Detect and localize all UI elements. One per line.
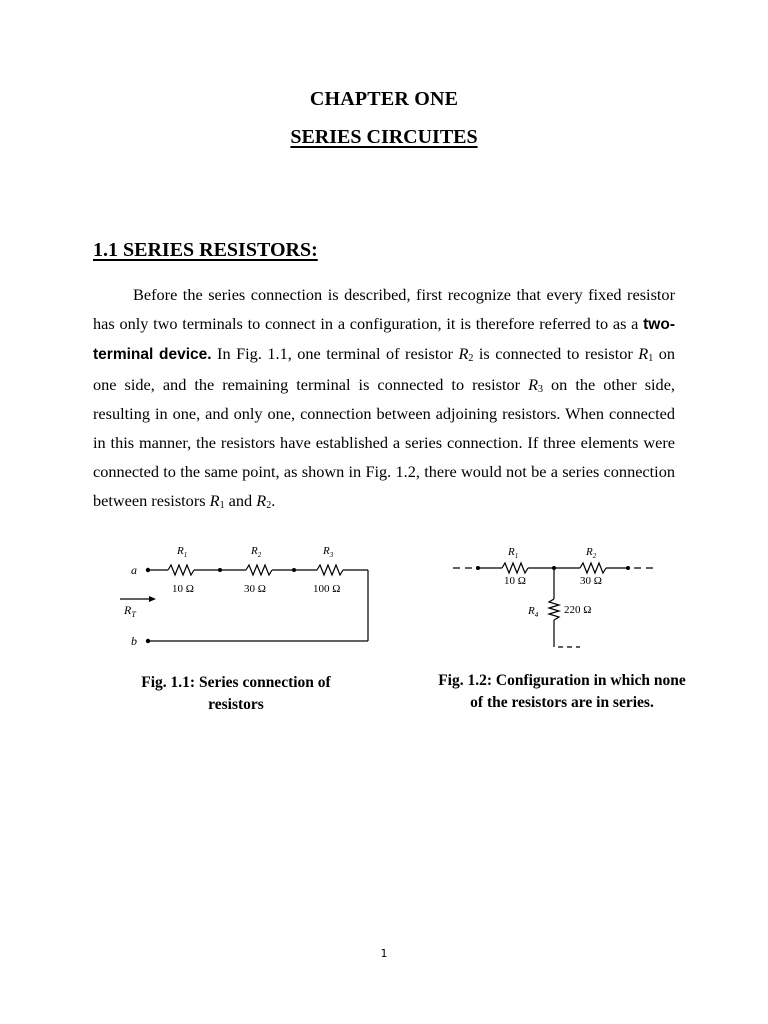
resistor-r1 xyxy=(168,565,194,575)
r1-value: 10 Ω xyxy=(172,583,194,595)
r1-label: $R_1$ xyxy=(508,546,519,560)
body-paragraph: Before the series connection is described, first recognize that every fixed resistor has only two terminals to connect in a configuration, it is therefore referred to as a two-terminal device. In Fig. 1.1, one terminal of resistor $R_2$ is connected to resistor $R_1$ on one side, and the remaining terminal is connected to resistor $R_3$ on the other side, resulting in one, and only one, connection between adjoining resistors. When connected in this manner, the resistors have established a series connection. If three elements were connected to the same point, as shown in Fig. 1.2, there would not be a series connection between resistors $R_1$ and $R_2$. xyxy=(93,285,675,512)
r2-value: 30 Ω xyxy=(244,583,266,595)
chapter-subtitle: SERIES CIRCUITES xyxy=(290,126,478,148)
node-dot xyxy=(626,566,630,570)
resistor-r3 xyxy=(317,565,343,575)
r2-label: $R_2$ xyxy=(586,546,597,560)
r2-value: 30 Ω xyxy=(580,575,602,587)
series-circuit-diagram xyxy=(120,540,380,650)
node-dot xyxy=(476,566,480,570)
resistor-r4 xyxy=(549,599,559,620)
r4-label: $R_4$ xyxy=(528,605,539,619)
section-heading: 1.1 SERIES RESISTORS: xyxy=(93,239,318,261)
terminal-b-label: b xyxy=(131,634,137,648)
non-series-circuit-diagram xyxy=(450,540,665,655)
r1-value: 10 Ω xyxy=(504,575,526,587)
r4-value: 220 Ω xyxy=(564,604,592,616)
terminal-a-label: a xyxy=(131,563,137,577)
resistor-r2 xyxy=(580,563,606,573)
chapter-title: CHAPTER ONE xyxy=(309,88,459,110)
rt-label: $R_T$ xyxy=(124,603,136,619)
rt-arrow-head xyxy=(149,596,156,602)
figure-1-1-caption: Fig. 1.1: Series connection of resistors xyxy=(141,674,331,713)
r1-label: $R_1$ xyxy=(177,545,188,559)
page-number: 1 xyxy=(380,947,388,960)
node-dot xyxy=(218,568,222,572)
terminal-b-dot xyxy=(146,639,150,643)
r2-label: $R_2$ xyxy=(251,545,262,559)
junction-dot xyxy=(552,566,556,570)
figure-1-2-caption: Fig. 1.2: Configuration in which none of the resistors are in series. xyxy=(438,672,686,711)
resistor-r1 xyxy=(502,563,528,573)
resistor-r2 xyxy=(246,565,272,575)
node-dot xyxy=(292,568,296,572)
bold-term: two-terminal device. xyxy=(93,316,675,364)
figure-1-2 xyxy=(450,540,665,655)
r3-label: $R_3$ xyxy=(323,545,334,559)
r3-value: 100 Ω xyxy=(313,583,341,595)
figure-1-1 xyxy=(120,540,380,650)
terminal-a-dot xyxy=(146,568,150,572)
